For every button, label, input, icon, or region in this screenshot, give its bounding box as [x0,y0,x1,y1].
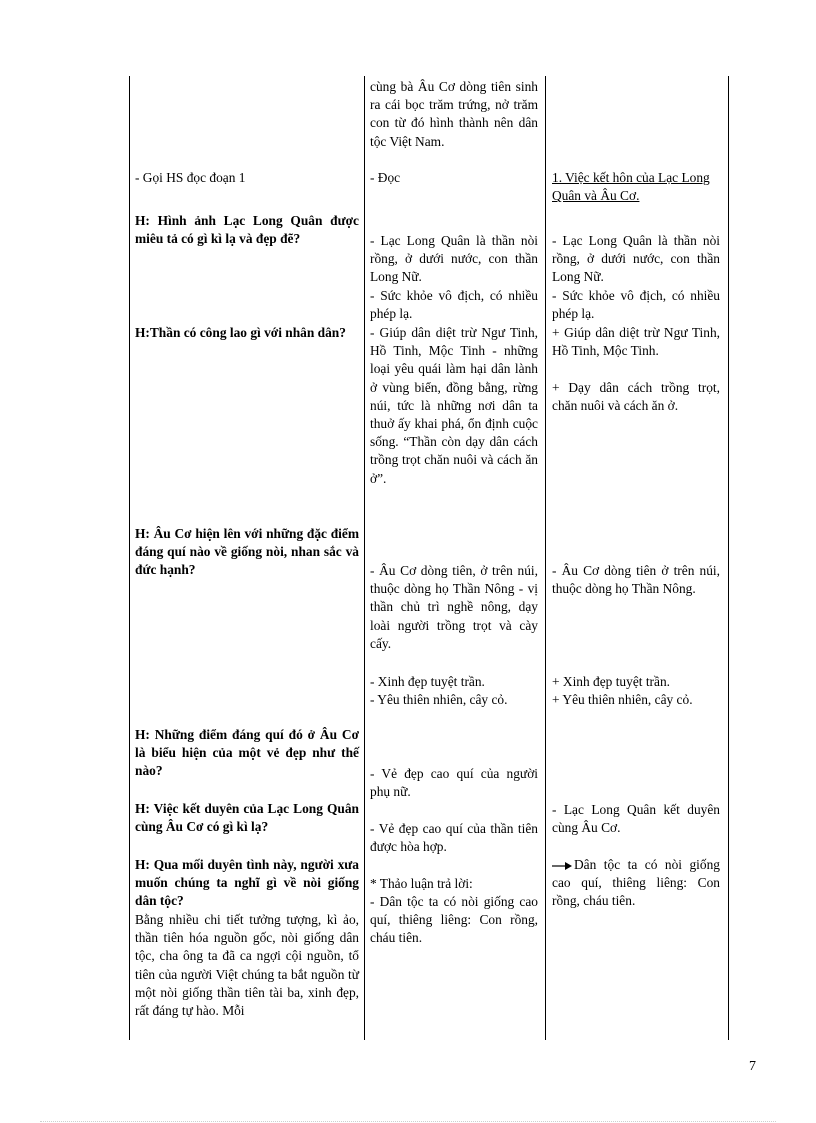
note-2: - Sức khỏe vô địch, có nhiều phép lạ. [552,288,720,322]
answer-3: - Giúp dân diệt trừ Ngư Tinh, Hồ Tinh, Mộc Tinh - những loại yêu quái làm hại dân lành ở vùng biển, đồng bằng, rừng núi, tức là những nơi dân ta thuở ấy khai phá, ổn định cuộc sống. “Thần còn dạy dân cách trồng trọt chăn nuôi và cách ăn ở”. [370,325,538,486]
question-5: H: Việc kết duyên của Lạc Long Quân cùng Âu Cơ có gì kì lạ? [135,801,359,835]
story-intro: cùng bà Âu Cơ dòng tiên sinh ra cái bọc trăm trứng, nở trăm con từ đó hình thành nên dân tộc Việt Nam. [370,79,538,149]
table-border-col2 [364,76,365,1040]
note-4: + Dạy dân cách trồng trọt, chăn nuôi và cách ăn ở. [552,380,720,414]
summary-paragraph: Bằng nhiều chi tiết tưởng tượng, kì ảo, thần tiên hóa nguồn gốc, nòi giống dân tộc, cha ông ta đã ca ngợi cội nguồn, tổ tiên của người Việt chúng ta bắt nguồn từ một nòi giống thần tiên tài ba, xinh đẹp, rất đáng tự hào. Mỗi [135,912,359,1019]
answer-5: - Xinh đẹp tuyệt trần. [370,674,485,689]
answer-6: - Yêu thiên nhiên, cây cỏ. [370,692,508,707]
question-1: H: Hình ảnh Lạc Long Quân được miêu tả có gì kì lạ và đẹp đẽ? [135,213,359,247]
note-9-text: Dân tộc ta có nòi giống cao quí, thiêng liêng: Con rồng, cháu tiên. [552,857,720,909]
arrow-right-icon [552,861,572,871]
question-6: H: Qua mối duyên tình này, người xưa muốn chúng ta nghĩ gì về nòi giống dân tộc? [135,857,359,909]
note-7: + Yêu thiên nhiên, cây cỏ. [552,692,693,707]
note-6: + Xinh đẹp tuyệt trần. [552,674,670,689]
note-5: - Âu Cơ dòng tiên ở trên núi, thuộc dòng họ Thần Nông. [552,563,720,597]
table-border-left [129,76,130,1040]
teacher-instruction: - Gọi HS đọc đoạn 1 [135,170,246,185]
answer-10: - Dân tộc ta có nòi giống cao quí, thiêng liêng: Con rồng, cháu tiên. [370,894,538,946]
page-number: 7 [749,1059,756,1074]
answer-8: - Vẻ đẹp cao quí của thần tiên được hòa hợp. [370,821,538,855]
note-3: + Giúp dân diệt trừ Ngư Tinh, Hồ Tinh, Mộc Tinh. [552,325,720,359]
answer-4: - Âu Cơ dòng tiên, ở trên núi, thuộc dòng họ Thần Nông - vị thần chủ trì nghề nông, dạy loài người trồng trọt và cày cấy. [370,563,538,651]
note-9 [552,856,720,911]
section-heading: 1. Việc kết hôn của Lạc Long Quân và Âu Cơ. [552,170,710,204]
note-8: - Lạc Long Quân kết duyên cùng Âu Cơ. [552,802,720,836]
discussion-label: * Thảo luận trả lời: [370,876,473,891]
student-read: - Đọc [370,170,401,185]
table-border-col3 [545,76,546,1040]
question-4: H: Những điểm đáng quí đó ở Âu Cơ là biểu hiện của một vẻ đẹp như thế nào? [135,727,359,779]
question-2: H:Thần có công lao gì với nhân dân? [135,325,346,340]
answer-1: - Lạc Long Quân là thần nòi rồng, ở dưới nước, con thần Long Nữ. [370,233,538,285]
answer-2: - Sức khỏe vô địch, có nhiều phép lạ. [370,288,538,322]
table-border-right [728,76,729,1040]
page-bottom-rule [40,1121,776,1122]
answer-7: - Vẻ đẹp cao quí của người phụ nữ. [370,766,538,800]
note-1: - Lạc Long Quân là thần nòi rồng, ở dưới nước, con thần Long Nữ. [552,233,720,285]
question-3: H: Âu Cơ hiện lên với những đặc điểm đáng quí nào về giống nòi, nhan sắc và đức hạnh? [135,526,359,578]
